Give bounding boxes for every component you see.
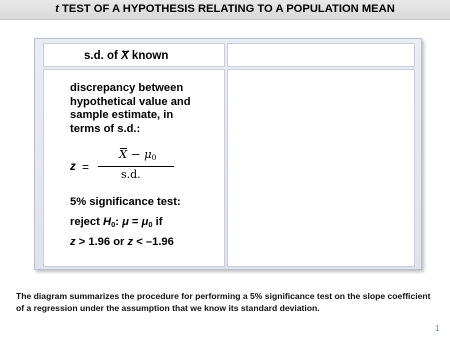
header-left-label: [84, 50, 168, 62]
title-text: TEST OF A HYPOTHESIS RELATING TO A POPULATION MEAN: [58, 3, 395, 15]
discrepancy-line: terms of s.d.:: [70, 122, 141, 135]
reject-colon: :: [115, 216, 123, 228]
reject-rule: [70, 216, 162, 232]
formula-equals: =: [82, 160, 90, 174]
formula-x-bar: X: [119, 147, 128, 161]
reject-if: if: [152, 216, 163, 228]
header-cell-left: [43, 43, 225, 67]
header-cell-right: [227, 43, 415, 67]
reject-mu0: μ: [141, 216, 149, 228]
reject-h: H: [102, 216, 112, 228]
formula-mu: μ: [144, 147, 152, 161]
reject-condition: [70, 236, 174, 250]
discrepancy-line: discrepancy between: [70, 82, 184, 94]
discrepancy-text: [70, 82, 191, 136]
header-left-prefix: s.d. of: [84, 50, 122, 62]
formula-numerator: [119, 147, 156, 162]
condition-part2: < –1.96: [133, 236, 174, 248]
reject-h-sub: 0: [111, 220, 116, 229]
fraction-line: [98, 166, 174, 167]
body-cell-left: [43, 69, 225, 267]
x-bar-symbol: X: [121, 50, 129, 62]
reject-prefix: reject: [70, 216, 103, 228]
condition-z2: z: [127, 236, 134, 248]
reject-mu0-sub: 0: [148, 220, 153, 229]
reject-equals: =: [128, 216, 142, 228]
title-t: t: [55, 3, 59, 15]
formula-denominator: s.d.: [121, 168, 141, 181]
discrepancy-line: sample estimate, in: [70, 109, 174, 121]
reject-mu: μ: [122, 216, 129, 228]
body-cell-right: [227, 69, 415, 267]
condition-z1: z: [70, 236, 76, 248]
header-left-suffix: known: [128, 50, 169, 62]
formula-minus: −: [127, 147, 145, 161]
formula-mu-sub: 0: [151, 153, 157, 162]
slide-title: [0, 0, 450, 20]
discrepancy-line: hypothetical value and: [70, 95, 191, 108]
slide-caption: The diagram summarizes the procedure for performing a 5% significance test on the slope coefficient of a regression under the assumption that we know its standard deviation.: [16, 291, 431, 313]
test-heading: 5% significance test:: [70, 196, 181, 208]
summary-panel: [34, 38, 422, 270]
page-number: 1: [435, 324, 440, 333]
condition-part1: > 1.96 or: [75, 236, 128, 248]
formula-z: z: [70, 161, 76, 173]
